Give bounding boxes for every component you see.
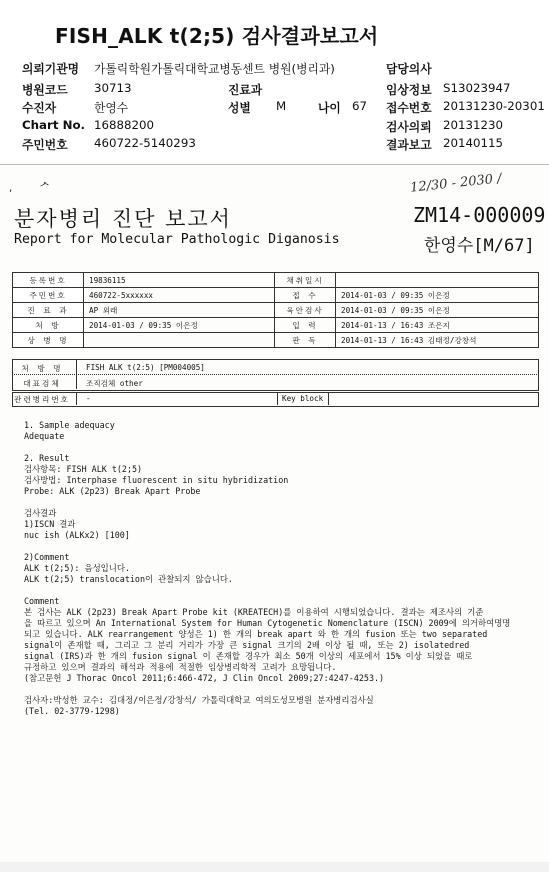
header-left-value: 460722-5140293 — [94, 136, 196, 150]
info-row — [13, 318, 539, 333]
report-line: (참고문헌 J Thorac Oncol 2011;6:466-472, J Clin Oncol 2009;27:4247-4253.) — [24, 673, 385, 683]
info-value: 2014-01-03 / 09:35 이은정 — [84, 318, 275, 333]
header-left-label: 의뢰기관명 — [22, 62, 79, 76]
handwritten-date: 12/30 - 2030 / — [409, 171, 503, 196]
age-value: 67 — [352, 99, 368, 113]
report-number: ZM14-000009 — [413, 203, 546, 227]
report-line — [24, 497, 510, 508]
info-value: 2014-01-03 / 09:35 이은정 — [336, 288, 539, 303]
info-label: 진 료 과 — [13, 303, 84, 318]
report-title-korean: 분자병리 진단 보고서 — [14, 207, 232, 231]
info-value: 19836115 — [84, 273, 275, 288]
report-line: ALK t(2;5) translocation이 관찰되지 않습니다. — [24, 574, 233, 584]
info-value — [336, 273, 539, 288]
header-left-label: 주민번호 — [22, 138, 68, 152]
header-right-value: 20131230-20301 — [443, 99, 545, 113]
header-divider — [0, 164, 549, 165]
info-value: 2014-01-13 / 16:43 김태정/강창석 — [336, 333, 539, 348]
header-right-label: 담당의사 — [386, 62, 432, 76]
report-line: 검사결과 — [24, 508, 57, 518]
info-label: 주민번호 — [13, 288, 84, 303]
report-line: 1)ISCN 결과 — [24, 519, 76, 529]
header-left-label: Chart No. — [22, 118, 86, 132]
report-line — [24, 684, 510, 695]
header-right-label: 임상정보 — [386, 83, 432, 97]
info-value: AP 외래 — [84, 303, 275, 318]
scan-mark: , — [9, 183, 13, 194]
related-label: 관련병리번호 — [13, 395, 70, 404]
info-row — [13, 303, 539, 318]
report-line: 되고 있습니다. ALK rearrangement 양성은 1) 한 개의 break apart 와 한 개의 fusion 또는 two separated — [24, 629, 488, 639]
header-left-value: 30713 — [94, 81, 132, 95]
specimen-value: 조직검체 other — [86, 379, 143, 388]
info-row — [13, 333, 539, 348]
sex-label: 성별 — [228, 101, 251, 115]
info-value: 460722-5xxxxxx — [84, 288, 275, 303]
info-row — [13, 288, 539, 303]
header-left-label: 수진자 — [22, 101, 57, 115]
report-line: 1. Sample adequacy — [24, 420, 115, 430]
info-label: 처 방 — [13, 318, 84, 333]
report-line: nuc ish (ALKx2) [100] — [24, 530, 130, 540]
related-box — [12, 392, 539, 407]
header-right-value: S13023947 — [443, 81, 511, 95]
header-left-value: 한영수 — [94, 101, 129, 115]
report-line: Comment — [24, 596, 60, 606]
report-line: 을 따르고 있으며 An International System for Human Cytogenetic Nomenclature (ISCN) 2009에 의거하여명명 — [24, 618, 511, 628]
header-left-label: 병원코드 — [22, 83, 68, 97]
report-line: 2)Comment — [24, 552, 70, 562]
report-line: Probe: ALK (2p23) Break Apart Probe — [24, 486, 201, 496]
info-label: 등록번호 — [13, 273, 84, 288]
info-value: 2014-01-03 / 09:35 이은정 — [336, 303, 539, 318]
report-line: 2. Result — [24, 453, 70, 463]
report-line — [24, 442, 510, 453]
info-value — [84, 333, 275, 348]
info-label: 판 독 — [275, 333, 336, 348]
age-label: 나이 — [318, 101, 341, 115]
info-row — [13, 273, 539, 288]
page-title: FISH_ALK t(2;5) 검사결과보고서 — [55, 24, 379, 48]
header-right-label: 결과보고 — [386, 138, 432, 152]
header-left-value: 16888200 — [94, 118, 155, 132]
info-label: 채취일시 — [275, 273, 336, 288]
report-line: 검사항목: FISH ALK t(2;5) — [24, 464, 143, 474]
report-line: Adequate — [24, 431, 65, 441]
report-line — [24, 585, 510, 596]
report-line: signal (IRS)과 한 개의 fusion signal 이 존재할 경우가 최소 50개 이상의 세포에서 15% 이상 되었을 때로 — [24, 651, 473, 661]
info-value: 2014-01-13 / 16:43 조은지 — [336, 318, 539, 333]
patient-info-table — [12, 272, 539, 348]
scan-mark-tick: ᄼ — [38, 182, 51, 197]
info-label: 입 력 — [275, 318, 336, 333]
info-label: 육안검사 — [275, 303, 336, 318]
keyblock-label: Key block — [282, 394, 324, 403]
report-body — [24, 420, 510, 717]
order-box-midline — [12, 374, 537, 375]
report-line: (Tel. 02-3779-1298) — [24, 706, 120, 716]
report-line: 본 검사는 ALK (2p23) Break Apart Probe kit (KREATECH)를 이용하여 시행되었습니다. 결과는 제조사의 기준 — [24, 607, 484, 617]
report-line: 검사자:박성한 교수: 김대정/이은정/강창석/ 가톨릭대학교 여의도성모병원 분자병리검사실 — [24, 695, 374, 705]
header-right-value: 20131230 — [443, 118, 504, 132]
order-value: FISH ALK t(2:5) [PM004005] — [86, 363, 205, 372]
header-left-value: 가톨릭학원가톨릭대학교병동센트 병원(병리과) — [94, 62, 335, 76]
header-right-label: 접수번호 — [386, 101, 432, 115]
report-line: ALK t(2;5): 음성입니다. — [24, 563, 130, 573]
dept-label: 진료과 — [228, 83, 263, 97]
related-value: - — [86, 394, 91, 403]
footer-band — [0, 862, 549, 872]
patient-tag: 한영수[M/67] — [424, 236, 535, 256]
info-label: 상 병 명 — [13, 333, 84, 348]
header-right-value: 20140115 — [443, 136, 504, 150]
report-line — [24, 541, 510, 552]
info-label: 접 수 — [275, 288, 336, 303]
report-line: 규정하고 있으며 결과의 해석과 적용에 적절한 임상병리학적 고려가 요망됩니다. — [24, 662, 337, 672]
report-title-english: Report for Molecular Pathologic Diganosis — [14, 232, 340, 247]
order-label: 처 방 명 — [21, 364, 63, 373]
header-right-label: 검사의뢰 — [386, 120, 432, 134]
sex-value: M — [276, 99, 287, 113]
specimen-label: 대표검체 — [23, 379, 61, 388]
report-line: 검사방법: Interphase fluorescent in situ hybridization — [24, 475, 289, 485]
report-line: signal이 존재할 때, 그리고 그 분리 거리가 가장 큰 signal 크기의 2배 이상 될 때, 또는 2) isolatedred — [24, 640, 470, 650]
